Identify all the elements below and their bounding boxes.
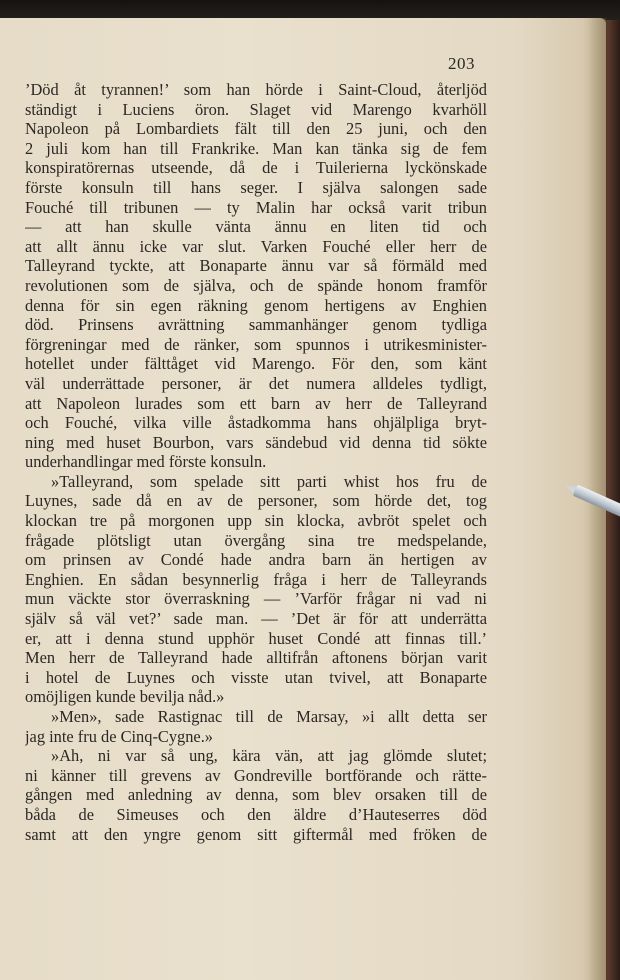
text-line: Fouché till tribunen — ty Malin har också varit tribun [25,197,487,217]
text-line: revolutionen som de själva, och de spände honom framför [25,275,487,295]
text-line: och Fouché, vilka ville åstadkomma hans ohjälpliga bryt- [25,413,487,433]
text-line: hotellet under fälttåget vid Marengo. För den, som känt [25,354,487,374]
text-line: ning med huset Bourbon, vars sändebud vid denna tid sökte [25,432,487,452]
body-text [25,80,487,844]
text-line: Talleyrand tyckte, att Bonaparte ännu var så förmäld med [25,256,487,276]
text-line: ständigt i Luciens öron. Slaget vid Marengo kvarhöll [25,99,487,119]
text-line: att Napoleon lurades som ett barn av herr de Talleyrand [25,393,487,413]
text-line: själv så väl vet?’ sade man. — ’Det är för att underrätta [25,609,487,629]
text-line: samt att den yngre genom sitt giftermål med fröken de [25,824,487,844]
text-line: väl underrättade personer, är det numera alldeles tydligt, [25,373,487,393]
text-line: i hotel de Luynes och visste utan tvivel, att Bonaparte [25,667,487,687]
text-line: — att han skulle vänta ännu en liten tid och [25,217,487,237]
text-line: underhandlingar med förste konsuln. [25,452,267,472]
page-number: 203 [448,54,475,73]
text-line: att allt ännu icke var slut. Varken Fouché eller herr de [25,236,487,256]
text-line: gången med anledning av denna, som blev orsaken till de [25,785,487,805]
text-line: Napoleon på Lombardiets fält till den 25 juni, och den [25,119,487,139]
text-line: förgreningar med de ränker, som spunnos i utrikesminister- [25,334,487,354]
text-line: ni känner till grevens av Gondreville bortförande och rätte- [25,765,487,785]
text-line: er, att i denna stund upphör huset Condé att finnas till.’ [25,628,487,648]
text-line: konspiratörernas utseende, då de i Tuilerierna lyckönskade [25,158,487,178]
text-line: om prinsen av Condé hade andra barn än hertigen av [25,550,487,570]
text-line: ’Död åt tyrannen!’ som han hörde i Saint-Cloud, återljöd [25,80,487,99]
text-line: båda de Simeuses och den äldre d’Hauteserres död [25,804,487,824]
text-line: omöjligen kunde bevilja nåd.» [25,687,225,707]
text-line: förste konsuln till hans seger. I själva salongen sade [25,177,487,197]
text-line: »Ah, ni var så ung, kära vän, att jag glömde slutet; [51,746,487,766]
text-line: Luynes, sade då en av de personer, som hörde det, tog [25,491,487,511]
text-line: död. Prinsens avrättning sammanhänger genom tydliga [25,315,487,335]
text-line: Enghien. En sådan besynnerlig fråga i herr de Talleyrands [25,569,487,589]
text-line: Men herr de Talleyrand hade alltifrån aftonens början varit [25,648,487,668]
text-line: mun väckte stor överraskning — ’Varför frågar ni vad ni [25,589,487,609]
text-line: »Men», sade Rastignac till de Marsay, »i allt detta ser [51,707,487,726]
text-line: frågade plötsligt utan övergång sina tre medspelande, [25,530,487,550]
text-line: denna för sin egen räkning genom hertigens av Enghien [25,295,487,315]
text-line: klockan tre på morgonen upp sin klocka, avbröt spelet och [25,511,487,531]
text-line: jag inte fru de Cinq-Cygne.» [25,726,213,746]
text-line: »Talleyrand, som spelade sitt parti whist hos fru de [51,471,487,491]
text-line: 2 juli kom han till Frankrike. Man kan tänka sig de fem [25,138,487,158]
